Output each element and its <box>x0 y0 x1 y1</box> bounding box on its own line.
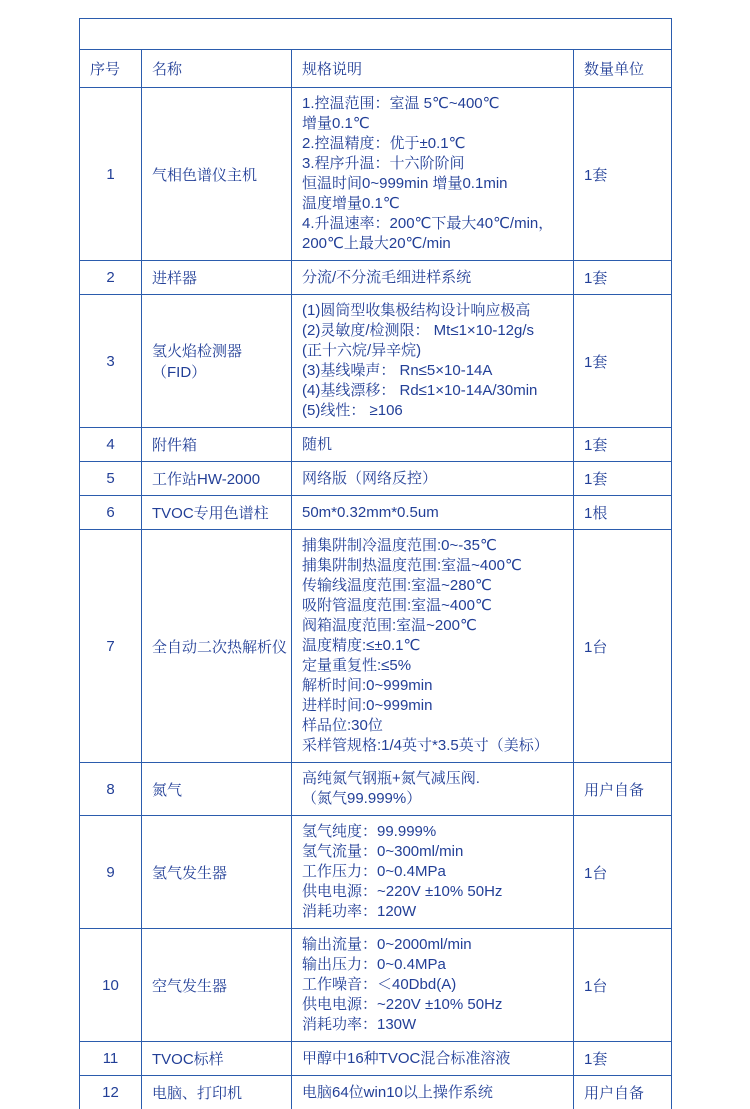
spec-line: 氢气纯度：99.999% <box>302 823 437 840</box>
spec-line: 电脑64位win10以上操作系统 <box>302 1083 493 1101</box>
item-name-cell: TVOC标样 <box>142 1042 292 1076</box>
spec-line: (2)灵敏度/检测限： Mt≤1×10-12g/s <box>302 322 535 339</box>
header-row <box>80 50 672 88</box>
item-name-cell: 空气发生器 <box>142 929 292 1042</box>
spec-line: 200℃上最大20℃/min <box>302 235 451 252</box>
spec-cell <box>292 428 574 462</box>
spec-line: (1)圆筒型收集极结构设计响应极高 <box>302 302 531 319</box>
spec-cell <box>292 1076 574 1109</box>
quantity-cell: 用户自备 <box>574 1076 672 1109</box>
page-title: TVOC苯系物检测方案 <box>80 19 672 50</box>
spec-line: 4.升温速率：200℃下最大40℃/min， <box>302 215 554 232</box>
quantity-cell: 1套 <box>574 1042 672 1076</box>
spec-line: 恒温时间0~999min 增量0.1min <box>302 175 508 192</box>
table-row <box>80 1076 672 1109</box>
spec-line: 3.程序升温：十六阶阶间 <box>302 155 465 172</box>
spec-line: 50m*0.32mm*0.5um <box>302 503 439 521</box>
row-number-cell: 10 <box>80 929 142 1042</box>
spec-cell <box>292 929 574 1042</box>
spec-line: 供电电源：~220V ±10% 50Hz <box>302 883 503 900</box>
spec-line: 温度增量0.1℃ <box>302 195 400 212</box>
table-row <box>80 261 672 295</box>
spec-line: (4)基线漂移： Rd≤1×10-14A/30min <box>302 382 538 399</box>
table-row <box>80 816 672 929</box>
row-number-cell: 4 <box>80 428 142 462</box>
spec-line: (3)基线噪声： Rn≤5×10-14A <box>302 362 493 379</box>
table-row <box>80 763 672 816</box>
spec-line: 捕集阱制热温度范围:室温~400℃ <box>302 557 522 574</box>
row-number-cell: 11 <box>80 1042 142 1076</box>
spec-line: 捕集阱制冷温度范围:0~-35℃ <box>302 537 497 554</box>
spec-line: 甲醇中16种TVOC混合标准溶液 <box>302 1049 511 1067</box>
spec-cell <box>292 462 574 496</box>
item-name-cell: 氮气 <box>142 763 292 816</box>
spec-cell <box>292 88 574 261</box>
row-number-cell: 7 <box>80 530 142 763</box>
spec-line: 输出压力：0~0.4MPa <box>302 956 446 973</box>
quantity-cell: 1套 <box>574 295 672 428</box>
quantity-cell: 1根 <box>574 496 672 530</box>
spec-line: 网络版（网络反控） <box>302 469 438 487</box>
row-number-cell: 9 <box>80 816 142 929</box>
spec-line: 分流/不分流毛细进样系统 <box>302 268 472 286</box>
item-name-cell: 氢气发生器 <box>142 816 292 929</box>
quantity-cell: 1套 <box>574 428 672 462</box>
row-number-cell: 2 <box>80 261 142 295</box>
quantity-cell: 1套 <box>574 88 672 261</box>
table-body <box>80 88 672 1109</box>
spec-line: 2.控温精度：优于±0.1℃ <box>302 135 466 152</box>
spec-cell <box>292 295 574 428</box>
row-number-cell: 3 <box>80 295 142 428</box>
spec-cell <box>292 496 574 530</box>
row-number-cell: 1 <box>80 88 142 261</box>
spec-cell <box>292 530 574 763</box>
table-row <box>80 295 672 428</box>
table-row <box>80 428 672 462</box>
spec-line: 传输线温度范围:室温~280℃ <box>302 577 492 594</box>
row-number-cell: 6 <box>80 496 142 530</box>
column-header-qty: 数量单位 <box>574 50 672 88</box>
column-header-name: 名称 <box>142 50 292 88</box>
spec-line: 样品位:30位 <box>302 717 383 734</box>
spec-line: 供电电源：~220V ±10% 50Hz <box>302 996 503 1013</box>
spec-line: 定量重复性:≤5% <box>302 657 412 674</box>
spec-line: （氮气99.999%） <box>302 790 422 807</box>
spec-line: 随机 <box>302 435 333 453</box>
row-number-cell: 12 <box>80 1076 142 1109</box>
table-row <box>80 462 672 496</box>
title-row <box>80 19 672 50</box>
item-name-cell: 电脑、打印机 <box>142 1076 292 1109</box>
table-row <box>80 530 672 763</box>
quantity-cell: 1台 <box>574 929 672 1042</box>
spec-cell <box>292 816 574 929</box>
spec-line: 1.控温范围：室温 5℃~400℃ <box>302 95 500 112</box>
column-header-no: 序号 <box>80 50 142 88</box>
item-name-cell: 附件箱 <box>142 428 292 462</box>
table-row <box>80 88 672 261</box>
spec-line: (5)线性： ≥106 <box>302 402 403 419</box>
spec-line: 解析时间:0~999min <box>302 677 433 694</box>
spec-line: 采样管规格:1/4英寸*3.5英寸（美标） <box>302 737 549 754</box>
spec-line: 消耗功率：120W <box>302 903 417 920</box>
item-name-cell: 进样器 <box>142 261 292 295</box>
spec-line: 增量0.1℃ <box>302 115 370 132</box>
spec-cell <box>292 763 574 816</box>
spec-line: 高纯氮气钢瓶+氮气减压阀. <box>302 770 480 787</box>
spec-line: 阀箱温度范围:室温~200℃ <box>302 617 477 634</box>
row-number-cell: 8 <box>80 763 142 816</box>
row-number-cell: 5 <box>80 462 142 496</box>
spec-line: 消耗功率：130W <box>302 1016 417 1033</box>
spec-line: 输出流量：0~2000ml/min <box>302 936 472 953</box>
item-name-cell: TVOC专用色谱柱 <box>142 496 292 530</box>
table-row <box>80 496 672 530</box>
quantity-cell: 1台 <box>574 816 672 929</box>
spec-table <box>79 18 672 1109</box>
table-row <box>80 1042 672 1076</box>
table-row <box>80 929 672 1042</box>
item-name-cell: 工作站HW-2000 <box>142 462 292 496</box>
spec-cell <box>292 1042 574 1076</box>
spec-line: 温度精度:≤±0.1℃ <box>302 637 421 654</box>
spec-line: 工作压力：0~0.4MPa <box>302 863 446 880</box>
quantity-cell: 1套 <box>574 462 672 496</box>
spec-line: 进样时间:0~999min <box>302 697 433 714</box>
quantity-cell: 1台 <box>574 530 672 763</box>
spec-line: 吸附管温度范围:室温~400℃ <box>302 597 492 614</box>
item-name-cell: 气相色谱仪主机 <box>142 88 292 261</box>
column-header-spec: 规格说明 <box>292 50 574 88</box>
spec-line: 工作噪音：＜40Dbd(A) <box>302 976 457 993</box>
quantity-cell: 1套 <box>574 261 672 295</box>
spec-cell <box>292 261 574 295</box>
item-name-cell: 全自动二次热解析仪 <box>142 530 292 763</box>
spec-line: (正十六烷/异辛烷) <box>302 342 422 359</box>
quantity-cell: 用户自备 <box>574 763 672 816</box>
item-name-cell: 氢火焰检测器（FID） <box>142 295 292 428</box>
spec-line: 氢气流量：0~300ml/min <box>302 843 464 860</box>
